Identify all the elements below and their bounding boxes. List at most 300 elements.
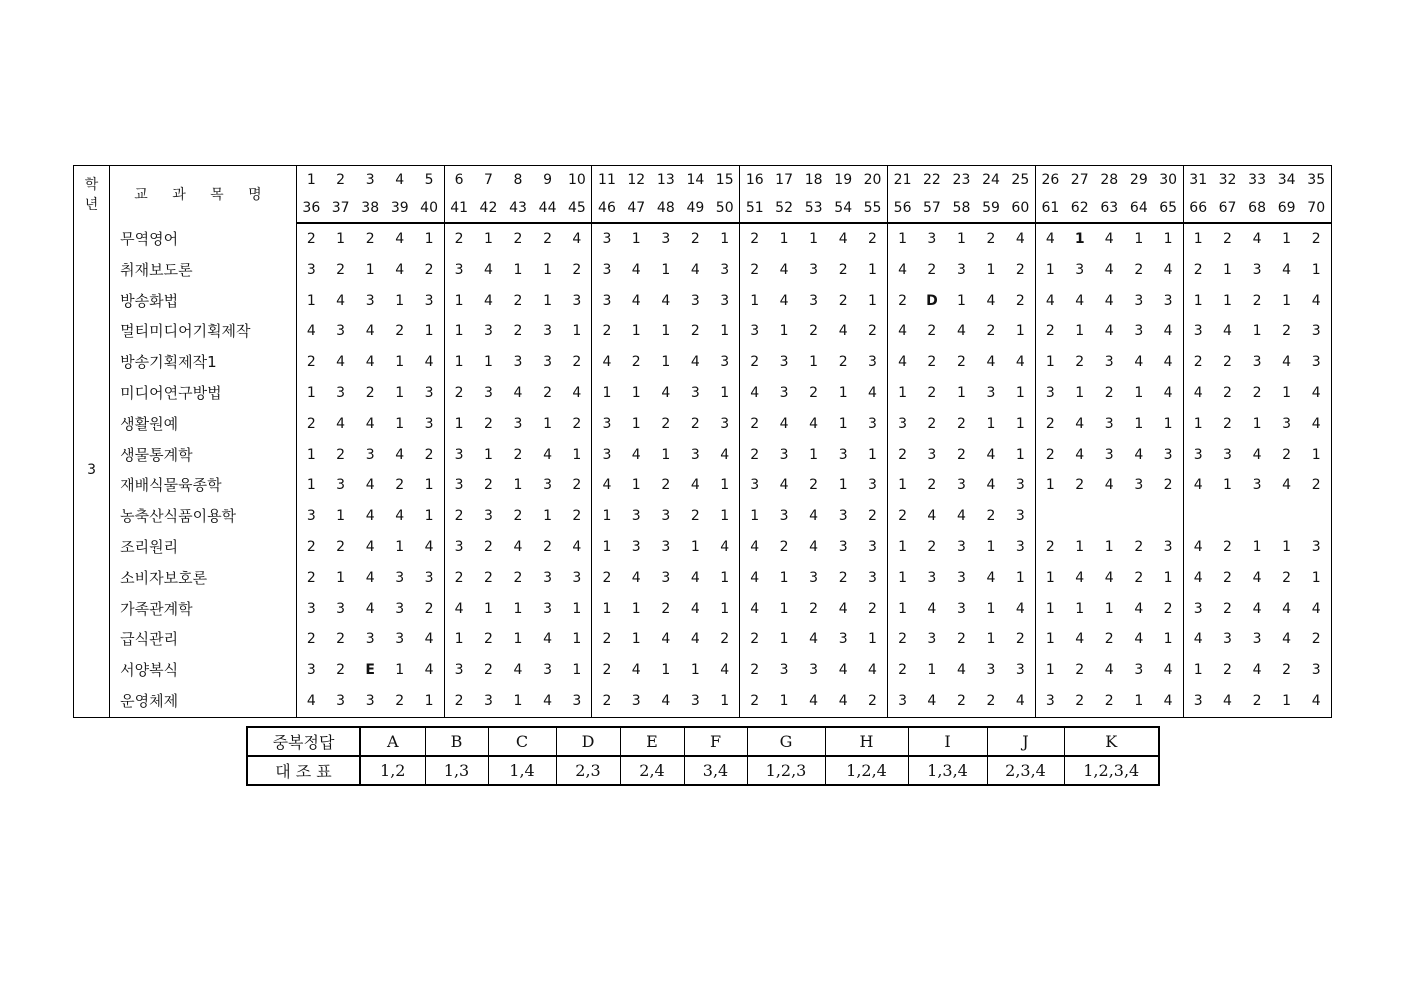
- answer-cell: 2: [986, 692, 996, 709]
- answer-cell: 1: [631, 231, 641, 247]
- question-number: 26: [1041, 172, 1060, 188]
- answer-cell: 1: [513, 631, 523, 648]
- answer-cell: 1: [631, 384, 641, 401]
- answer-cell: D: [926, 292, 938, 309]
- subject-row: [74, 563, 1332, 594]
- answer-cell: 2: [1134, 261, 1144, 278]
- answer-cell: 4: [1311, 692, 1321, 709]
- answer-cell: 4: [1154, 378, 1184, 409]
- answer-cell: 3: [750, 323, 760, 340]
- answer-cell: 1: [543, 292, 553, 309]
- answer-cell: 4: [1311, 292, 1321, 309]
- answer-cell: 4: [1193, 631, 1203, 648]
- subject-row: [74, 316, 1332, 347]
- answer-cell: 3: [779, 354, 789, 371]
- question-number: 4: [395, 172, 405, 188]
- question-number: 50: [710, 194, 740, 223]
- answer-cell: 2: [543, 538, 553, 555]
- legend-label-bottom: 대 조 표: [247, 756, 360, 785]
- answer-cell: 4: [1282, 477, 1292, 494]
- answer-cell: 2: [395, 323, 405, 340]
- legend-letter: A: [360, 727, 425, 756]
- answer-cell: 1: [956, 231, 966, 247]
- answer-cell: 4: [1252, 662, 1262, 679]
- answer-cell: 1: [513, 261, 523, 278]
- answer-cell: 3: [415, 409, 445, 440]
- question-number: 70: [1301, 194, 1331, 223]
- answer-cell: 3: [1223, 446, 1232, 463]
- answer-cell: 2: [750, 231, 760, 247]
- answer-cell: 1: [395, 292, 405, 309]
- answer-cell: 4: [1193, 569, 1203, 586]
- answer-cell: 1: [838, 384, 848, 401]
- answer-cell: 1: [1282, 538, 1292, 555]
- answer-cell: 3: [1311, 354, 1321, 371]
- answer-cell: 3: [415, 286, 445, 317]
- answer-cell: 1: [986, 631, 996, 648]
- answer-cell: 3: [365, 692, 375, 709]
- answer-cell: 4: [543, 692, 553, 709]
- answer-cell: 4: [395, 261, 405, 278]
- answer-cell: 1: [1223, 292, 1232, 309]
- answer-cell: 2: [1006, 255, 1036, 286]
- question-number: 38: [355, 194, 385, 223]
- answer-cell: 4: [543, 631, 553, 648]
- question-number: 17: [775, 172, 793, 188]
- answer-cell: 2: [661, 415, 671, 432]
- answer-cell: 1: [750, 508, 760, 525]
- answer-cell: E: [365, 662, 375, 679]
- answer-cell: 3: [631, 538, 641, 555]
- answer-cell: 4: [365, 600, 375, 617]
- answer-cell: 2: [858, 686, 888, 717]
- answer-cell: 4: [858, 378, 888, 409]
- answer-cell: 4: [1252, 231, 1262, 247]
- answer-cell: 4: [809, 508, 819, 525]
- answer-cell: 3: [661, 508, 671, 525]
- answer-cell: 3: [306, 508, 316, 525]
- answer-cell: 4: [365, 538, 375, 555]
- question-number: 12: [627, 172, 646, 188]
- answer-cell: 4: [1193, 477, 1203, 494]
- answer-cell: 2: [1006, 286, 1036, 317]
- answer-cell: 1: [1006, 563, 1036, 594]
- answer-cell: 4: [838, 662, 848, 679]
- answer-cell: 1: [415, 501, 445, 532]
- answer-cell: 3: [927, 446, 937, 463]
- answer-cell: 2: [1311, 477, 1321, 494]
- subject-row: [74, 378, 1332, 409]
- answer-cell: 3: [631, 508, 641, 525]
- answer-cell: 1: [454, 323, 464, 340]
- answer-cell: 2: [809, 384, 819, 401]
- answer-cell: 4: [750, 569, 760, 586]
- question-number: 49: [681, 194, 711, 223]
- question-number: 2: [336, 172, 346, 188]
- answer-cell: [1035, 501, 1065, 532]
- answer-cell: 4: [661, 292, 671, 309]
- answer-cell: 2: [1075, 477, 1085, 494]
- question-number: 13: [656, 172, 675, 188]
- answer-cell: 1: [1134, 415, 1144, 432]
- answer-cell: 3: [415, 378, 445, 409]
- answer-cell: 2: [454, 692, 464, 709]
- answer-cell: 2: [306, 631, 316, 648]
- answer-cell: 3: [1223, 631, 1232, 648]
- answer-cell: 4: [809, 415, 819, 432]
- answer-cell: 1: [562, 440, 592, 471]
- answer-cell: 1: [562, 624, 592, 655]
- answer-cell: 3: [809, 292, 819, 309]
- question-number: 44: [533, 194, 563, 223]
- question-number: 3: [365, 172, 375, 188]
- answer-cell: 1: [1252, 323, 1262, 340]
- answer-cell: 3: [661, 538, 671, 555]
- subject-row: [74, 501, 1332, 532]
- answer-cell: 1: [602, 538, 612, 555]
- answer-cell: 2: [1252, 692, 1262, 709]
- answer-cell: 2: [1104, 384, 1114, 401]
- question-number: 52: [769, 194, 799, 223]
- answer-cell: 4: [336, 415, 346, 432]
- answer-cell: [1301, 501, 1331, 532]
- legend-combo: 1,3: [425, 756, 488, 785]
- answer-cell: 2: [927, 538, 937, 555]
- answer-cell: 4: [1104, 569, 1114, 586]
- answer-cell: 3: [1134, 477, 1144, 494]
- answer-cell: 4: [1282, 631, 1292, 648]
- answer-cell: [1094, 501, 1124, 532]
- subject-name: 소비자보호론: [110, 563, 297, 594]
- answer-cell: 4: [1252, 446, 1262, 463]
- answer-cell: 2: [927, 354, 937, 371]
- answer-cell: 4: [1104, 261, 1114, 278]
- answer-cell: 4: [1075, 292, 1085, 309]
- answer-cell: 1: [1223, 477, 1232, 494]
- answer-cell: 1: [858, 440, 888, 471]
- answer-cell: 1: [690, 662, 700, 679]
- question-number: 1: [306, 172, 316, 188]
- answer-cell: 3: [838, 538, 848, 555]
- answer-cell: 2: [454, 384, 464, 401]
- answer-cell: 3: [858, 409, 888, 440]
- answer-cell: 2: [562, 255, 592, 286]
- answer-cell: 1: [1311, 446, 1321, 463]
- answer-cell: 1: [415, 470, 445, 501]
- answer-cell: 3: [1045, 692, 1055, 709]
- answer-cell: 3: [661, 569, 671, 586]
- question-number: 69: [1272, 194, 1302, 223]
- answer-cell: 2: [898, 631, 908, 648]
- answer-cell: 4: [927, 600, 937, 617]
- subject-row: [74, 624, 1332, 655]
- answer-cell: 4: [898, 261, 908, 278]
- answer-cell: 1: [809, 446, 819, 463]
- answer-cell: 4: [543, 446, 553, 463]
- question-number: 62: [1065, 194, 1095, 223]
- answer-cell: 1: [602, 384, 612, 401]
- answer-cell: 4: [631, 569, 641, 586]
- subject-name: 농축산식품이용학: [110, 501, 297, 532]
- answer-cell: 1: [562, 316, 592, 347]
- answer-cell: 2: [1223, 415, 1232, 432]
- question-number: 53: [799, 194, 829, 223]
- answer-cell: 1: [1282, 384, 1292, 401]
- answer-cell: 1: [1154, 409, 1184, 440]
- subject-row: [74, 409, 1332, 440]
- answer-cell: 1: [1045, 631, 1055, 648]
- answer-cell: 4: [1193, 538, 1203, 555]
- subject-row: [74, 532, 1332, 563]
- answer-cell: 3: [1006, 501, 1036, 532]
- answer-cell: 3: [562, 686, 592, 717]
- question-number: 66: [1183, 194, 1213, 223]
- answer-cell: 2: [956, 692, 966, 709]
- question-number: 19: [834, 172, 853, 188]
- answer-cell: 2: [483, 415, 493, 432]
- answer-cell: 4: [986, 477, 996, 494]
- answer-cell: 3: [483, 508, 493, 525]
- subject-header: 교 과 목 명: [110, 166, 297, 224]
- subject-name: 멀티미디어기획제작: [110, 316, 297, 347]
- answer-cell: 3: [454, 261, 464, 278]
- answer-cell: 1: [1045, 662, 1055, 679]
- answer-cell: 1: [690, 538, 700, 555]
- answer-cell: 2: [1282, 323, 1292, 340]
- answer-cell: 2: [1134, 538, 1144, 555]
- grade-cell: 3: [74, 223, 110, 717]
- answer-cell: 3: [898, 415, 908, 432]
- answer-cell: 2: [562, 501, 592, 532]
- answer-cell: 1: [483, 446, 493, 463]
- duplicate-answer-legend: [246, 726, 1160, 786]
- answer-cell: 1: [750, 292, 760, 309]
- answer-cell: 1: [710, 470, 740, 501]
- answer-cell: 3: [454, 446, 464, 463]
- answer-cell: 1: [1154, 624, 1184, 655]
- answer-cell: 2: [336, 538, 346, 555]
- answer-cell: 4: [365, 323, 375, 340]
- answer-cell: 3: [365, 631, 375, 648]
- legend-combo: 2,3,4: [987, 756, 1064, 785]
- answer-cell: 4: [690, 600, 700, 617]
- subject-row: [74, 286, 1332, 317]
- answer-cell: 3: [513, 415, 523, 432]
- answer-cell: 3: [1075, 261, 1085, 278]
- answer-cell: 1: [631, 415, 641, 432]
- answer-cell: 1: [454, 292, 464, 309]
- answer-cell: 3: [858, 563, 888, 594]
- answer-cell: 1: [1075, 384, 1085, 401]
- question-number: 35: [1307, 172, 1326, 188]
- answer-cell: 2: [562, 409, 592, 440]
- answer-cell: 2: [750, 354, 760, 371]
- answer-cell: 1: [513, 600, 523, 617]
- answer-cell: 4: [631, 292, 641, 309]
- answer-cell: 3: [1311, 662, 1321, 679]
- legend-combo: 2,3: [556, 756, 620, 785]
- answer-cell: 1: [1074, 231, 1085, 247]
- answer-cell: 2: [483, 662, 493, 679]
- answer-cell: 2: [858, 223, 888, 255]
- answer-cell: 2: [750, 261, 760, 278]
- answer-cell: 2: [1252, 292, 1262, 309]
- legend-letter: F: [684, 727, 747, 756]
- answer-cell: 2: [602, 569, 612, 586]
- question-number: 21: [893, 172, 912, 188]
- answer-cell: 2: [1193, 354, 1203, 371]
- answer-cell: 3: [710, 286, 740, 317]
- answer-cell: 3: [927, 631, 937, 648]
- answer-cell: 1: [631, 600, 641, 617]
- answer-cell: 3: [1154, 532, 1184, 563]
- answer-cell: 4: [710, 655, 740, 686]
- answer-cell: 1: [1075, 323, 1085, 340]
- answer-cell: 2: [306, 354, 316, 371]
- answer-cell: 4: [1134, 354, 1144, 371]
- answer-cell: 3: [858, 347, 888, 378]
- answer-cell: 4: [365, 569, 375, 586]
- answer-cell: 4: [415, 347, 445, 378]
- legend-combo: 3,4: [684, 756, 747, 785]
- grade-header: 학 년: [74, 166, 110, 224]
- answer-cell: 3: [483, 323, 493, 340]
- question-number: 51: [740, 194, 770, 223]
- answer-cell: 1: [415, 686, 445, 717]
- answer-cell: 1: [1006, 316, 1036, 347]
- answer-cell: 1: [710, 223, 740, 255]
- answer-cell: 4: [415, 532, 445, 563]
- answer-cell: 4: [336, 354, 346, 371]
- answer-cell: 4: [1134, 631, 1144, 648]
- answer-cell: 1: [1134, 231, 1144, 247]
- answer-cell: 4: [1045, 292, 1055, 309]
- answer-cell: 3: [543, 569, 553, 586]
- answer-cell: 4: [809, 631, 819, 648]
- answer-cell: 4: [1104, 662, 1114, 679]
- answer-cell: 4: [602, 477, 612, 494]
- subject-row: [74, 440, 1332, 471]
- question-number: 8: [513, 172, 523, 188]
- question-number: 25: [1006, 166, 1036, 195]
- answer-cell: 1: [779, 631, 789, 648]
- answer-cell: 2: [986, 508, 996, 525]
- question-number: 68: [1242, 194, 1272, 223]
- answer-cell: 3: [690, 384, 700, 401]
- answer-cell: 1: [1006, 409, 1036, 440]
- answer-cell: 3: [690, 692, 700, 709]
- answer-cell: 4: [779, 261, 789, 278]
- answer-cell: 4: [690, 354, 700, 371]
- answer-cell: 2: [1282, 569, 1292, 586]
- answer-cell: 2: [750, 692, 760, 709]
- answer-cell: 2: [986, 323, 996, 340]
- answer-cell: 3: [1134, 292, 1144, 309]
- answer-cell: 4: [1311, 415, 1321, 432]
- answer-cell: 2: [927, 384, 937, 401]
- answer-cell: 4: [1075, 415, 1085, 432]
- answer-cell: 2: [927, 261, 937, 278]
- answer-cell: 4: [513, 538, 523, 555]
- answer-cell: 1: [336, 569, 346, 586]
- answer-cell: 3: [1104, 415, 1114, 432]
- answer-cell: 1: [395, 415, 405, 432]
- answer-cell: 3: [956, 477, 966, 494]
- legend-letter: B: [425, 727, 488, 756]
- answer-cell: 2: [306, 231, 316, 247]
- answer-cell: 4: [454, 600, 464, 617]
- answer-cell: 1: [661, 323, 671, 340]
- answer-cell: 3: [365, 446, 375, 463]
- question-number: 45: [562, 194, 592, 223]
- answer-cell: 1: [898, 384, 908, 401]
- answer-cell: 3: [1006, 470, 1036, 501]
- answer-cell: 1: [661, 446, 671, 463]
- answer-cell: 4: [661, 692, 671, 709]
- answer-cell: 2: [336, 261, 346, 278]
- answer-cell: 4: [858, 655, 888, 686]
- subject-name: 운영체제: [110, 686, 297, 717]
- answer-cell: 1: [1075, 538, 1085, 555]
- answer-cell: 3: [602, 231, 612, 247]
- answer-cell: 4: [483, 261, 493, 278]
- answer-cell: 4: [838, 692, 848, 709]
- answer-cell: 1: [898, 569, 908, 586]
- question-number: 34: [1277, 172, 1296, 188]
- answer-cell: 2: [661, 477, 671, 494]
- answer-cell: 4: [1282, 354, 1292, 371]
- answer-cell: 1: [898, 600, 908, 617]
- answer-cell: 4: [779, 477, 789, 494]
- subject-row: [74, 594, 1332, 625]
- answer-cell: 1: [986, 415, 996, 432]
- answer-cell: 1: [661, 662, 671, 679]
- answer-cell: [1272, 501, 1302, 532]
- answer-cell: 2: [602, 662, 612, 679]
- answer-cell: 3: [710, 347, 740, 378]
- answer-cell: [1124, 501, 1154, 532]
- answer-cell: 2: [750, 662, 760, 679]
- answer-cell: 1: [395, 538, 405, 555]
- answer-cell: 4: [562, 223, 592, 255]
- answer-cell: 1: [1045, 600, 1055, 617]
- answer-cell: 3: [956, 538, 966, 555]
- answer-cell: 4: [690, 631, 700, 648]
- answer-cell: 1: [1075, 600, 1085, 617]
- answer-cell: 2: [956, 415, 966, 432]
- answer-cell: 2: [1311, 231, 1321, 247]
- answer-cell: 4: [986, 354, 996, 371]
- answer-cell: 2: [690, 231, 700, 247]
- answer-cell: 1: [483, 600, 493, 617]
- answer-cell: 2: [454, 569, 464, 586]
- answer-cell: 4: [602, 354, 612, 371]
- answer-cell: 3: [1282, 415, 1292, 432]
- answer-cell: 2: [631, 354, 641, 371]
- answer-cell: 4: [631, 261, 641, 278]
- answer-cell: 3: [1154, 440, 1184, 471]
- legend-combo: 2,4: [620, 756, 684, 785]
- answer-cell: 4: [750, 384, 760, 401]
- answer-cell: 4: [1045, 231, 1055, 247]
- answer-cell: 3: [927, 231, 937, 247]
- answer-cell: 3: [809, 662, 819, 679]
- question-number: 16: [745, 172, 764, 188]
- answer-cell: 2: [602, 631, 612, 648]
- answer-cell: 3: [1104, 446, 1114, 463]
- answer-cell: 1: [1134, 692, 1144, 709]
- answer-cell: 2: [927, 477, 937, 494]
